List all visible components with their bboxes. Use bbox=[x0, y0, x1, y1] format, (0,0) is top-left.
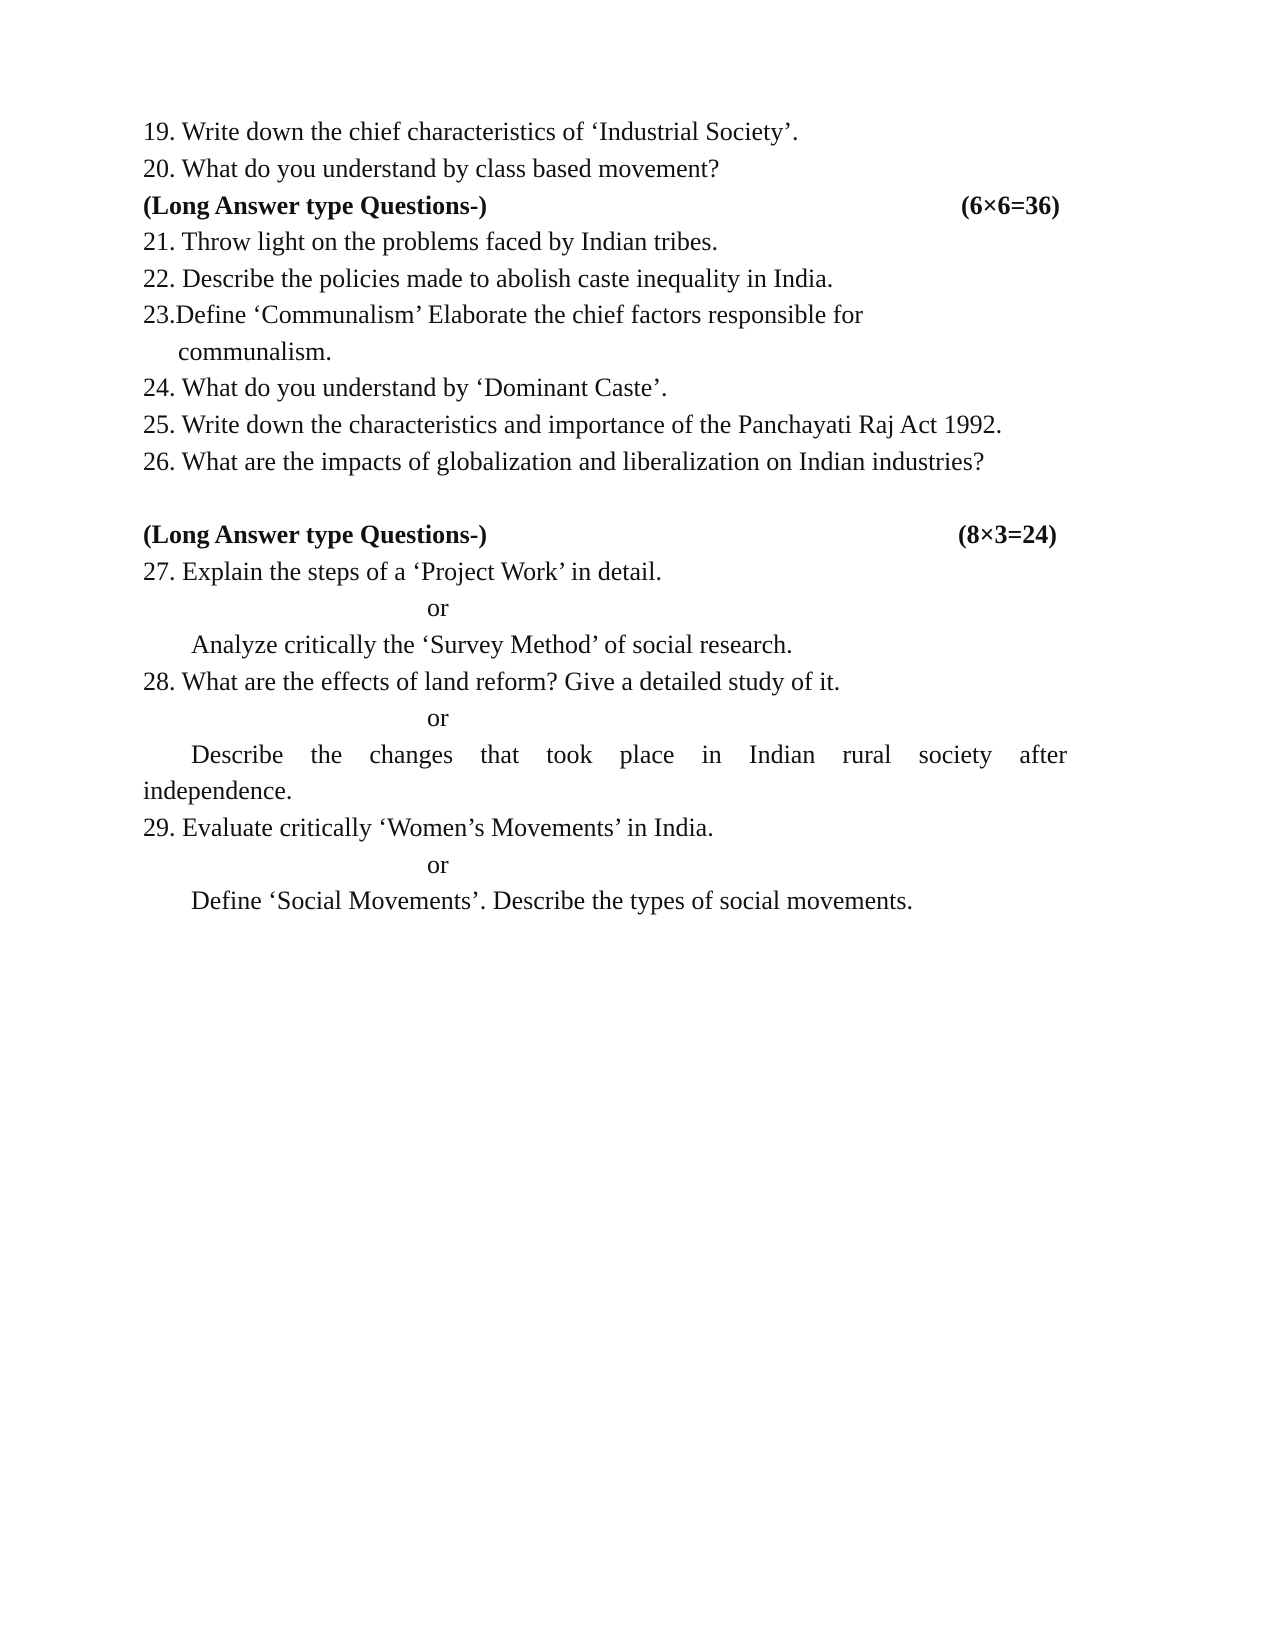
question-23: 23.Define ‘Communalism’ Elaborate the chief factors responsible for bbox=[143, 300, 864, 329]
section-marks-6x6: (6×6=36) bbox=[961, 191, 1060, 220]
question-21: 21. Throw light on the problems faced by Indian tribes. bbox=[143, 227, 719, 256]
question-28-alternative: Describe the changes that took place in Indian rural society after bbox=[191, 740, 1067, 769]
or-separator-29: or bbox=[427, 850, 449, 879]
question-22: 22. Describe the policies made to abolish caste inequality in India. bbox=[143, 264, 834, 293]
or-separator-28: or bbox=[427, 703, 449, 732]
question-19: 19. Write down the chief characteristics of ‘Industrial Society’. bbox=[143, 117, 799, 146]
question-27-alternative: Analyze critically the ‘Survey Method’ of social research. bbox=[191, 630, 793, 659]
question-23-continued: communalism. bbox=[178, 337, 332, 366]
section-marks-8x3: (8×3=24) bbox=[958, 520, 1057, 549]
question-20: 20. What do you understand by class based movement? bbox=[143, 154, 720, 183]
question-24: 24. What do you understand by ‘Dominant Caste’. bbox=[143, 373, 668, 402]
question-28-alternative-continued: independence. bbox=[143, 776, 293, 805]
question-27: 27. Explain the steps of a ‘Project Work’ in detail. bbox=[143, 557, 662, 586]
or-separator-27: or bbox=[427, 593, 449, 622]
question-26: 26. What are the impacts of globalization and liberalization on Indian industries? bbox=[143, 447, 985, 476]
question-29-alternative: Define ‘Social Movements’. Describe the types of social movements. bbox=[191, 886, 914, 915]
question-25: 25. Write down the characteristics and importance of the Panchayati Raj Act 1992. bbox=[143, 410, 1003, 439]
question-29: 29. Evaluate critically ‘Women’s Movements’ in India. bbox=[143, 813, 714, 842]
section-heading-long-answer-6: (Long Answer type Questions-) bbox=[143, 191, 488, 220]
section-heading-long-answer-8: (Long Answer type Questions-) bbox=[143, 520, 488, 549]
question-28: 28. What are the effects of land reform? Give a detailed study of it. bbox=[143, 667, 841, 696]
